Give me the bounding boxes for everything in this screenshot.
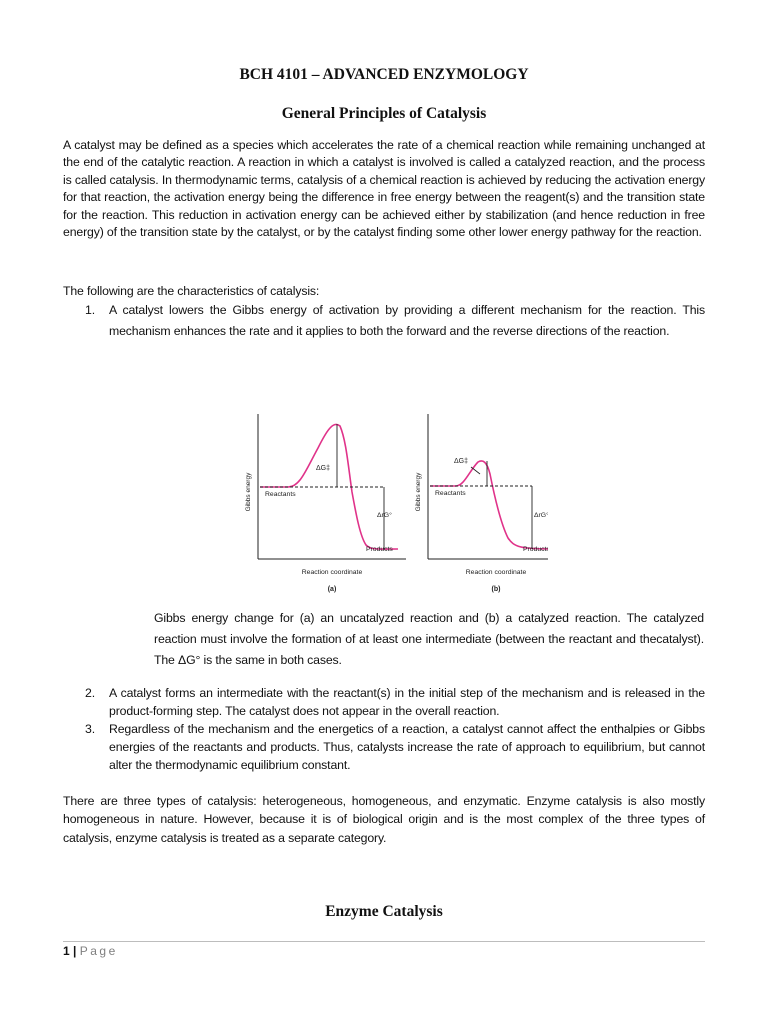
panel-tag-a: (a) [327,586,337,593]
footer-separator: | [73,944,77,958]
list-item-text: A catalyst forms an intermediate with the reactant(s) in the initial step of the mechanism and is released in the product-forming step. The catalyst does not appear in the overall reaction. [109,686,705,718]
activation-energy-label-b: ΔG‡ [454,458,469,465]
page-footer [63,944,118,958]
page-word: Page [79,944,118,958]
panel-b [415,414,548,593]
page-number: 1 [63,944,70,958]
characteristics-list-2 [63,684,705,774]
list-item [63,684,705,720]
characteristics-list-1 [63,300,705,342]
xlabel-b: Reaction coordinate [465,569,527,576]
list-item-number: 3. [85,722,95,736]
figure-caption: Gibbs energy change for (a) an uncatalyzed reaction and (b) a catalyzed reaction. The catalyzed reaction must involve the formation of at least one intermediate (between the reactant and thecatalyst). The ΔG° is the same in both cases. [154,611,704,667]
intro-paragraph: A catalyst may be defined as a species which accelerates the rate of a chemical reaction while remaining unchanged at the end of the catalytic reaction. A reaction in which a catalyst is involved is called a catalyzed reaction, and the process is called catalysis. In thermodynamic terms, catalysis of a chemical reaction is achieved by reducing the activation energy for that reaction, the activation energy being the difference in free energy between the reagent(s) and the transition state for the reaction. This reduction in activation energy can be achieved either by stabilization (and hence reduction in free energy) of the transition state by the catalyst, or by the catalyst finding some other lower energy pathway for the reaction. [63,138,705,240]
reactants-label-b: Reactants [435,490,466,497]
curve-b [430,461,548,549]
reaction-energy-label-b: ΔrG° [534,512,548,519]
list-item [63,720,705,774]
list-item-number: 1. [85,303,95,317]
ylabel-b: Gibbs energy [415,472,422,512]
gibbs-energy-figure [238,404,548,604]
list-item-text: A catalyst lowers the Gibbs energy of activation by providing a different mechanism for the reaction. This mechanism enhances the rate and it applies to both the forward and the reverse directions of the reaction. [109,303,705,338]
course-title: BCH 4101 – ADVANCED ENZYMOLOGY [239,66,529,83]
types-paragraph: There are three types of catalysis: heterogeneous, homogeneous, and enzymatic. Enzyme catalysis is also mostly homogeneous in nature. However, because it is of biological origin and is the most complex of the three types of catalysis, enzyme catalysis is treated as a separate category. [63,794,705,845]
panel-tag-b: (b) [491,586,501,593]
products-label-b: Products [523,546,548,553]
xlabel-a: Reaction coordinate [301,569,363,576]
reaction-energy-label-a: ΔrG° [377,512,392,519]
activation-energy-label-a: ΔG‡ [316,465,331,472]
reactants-label-a: Reactants [265,491,296,498]
energy-diagram-svg [238,404,548,604]
enzyme-catalysis-heading: Enzyme Catalysis [325,903,443,920]
section-title: General Principles of Catalysis [281,105,487,122]
ylabel-a: Gibbs energy [245,472,252,512]
footer-divider [63,941,705,942]
list-item-text: Regardless of the mechanism and the energetics of a reaction, a catalyst cannot affect the enthalpies or Gibbs energies of the reactants and products. Thus, catalysts increase the rate of approach to equilibrium, but cannot alter the thermodynamic equilibrium constant. [109,722,705,772]
products-label-a: Products [366,546,393,553]
list-item [63,300,705,342]
characteristics-intro: The following are the characteristics of catalysis: [63,284,320,298]
panel-a [245,414,406,593]
list-item-number: 2. [85,686,95,700]
